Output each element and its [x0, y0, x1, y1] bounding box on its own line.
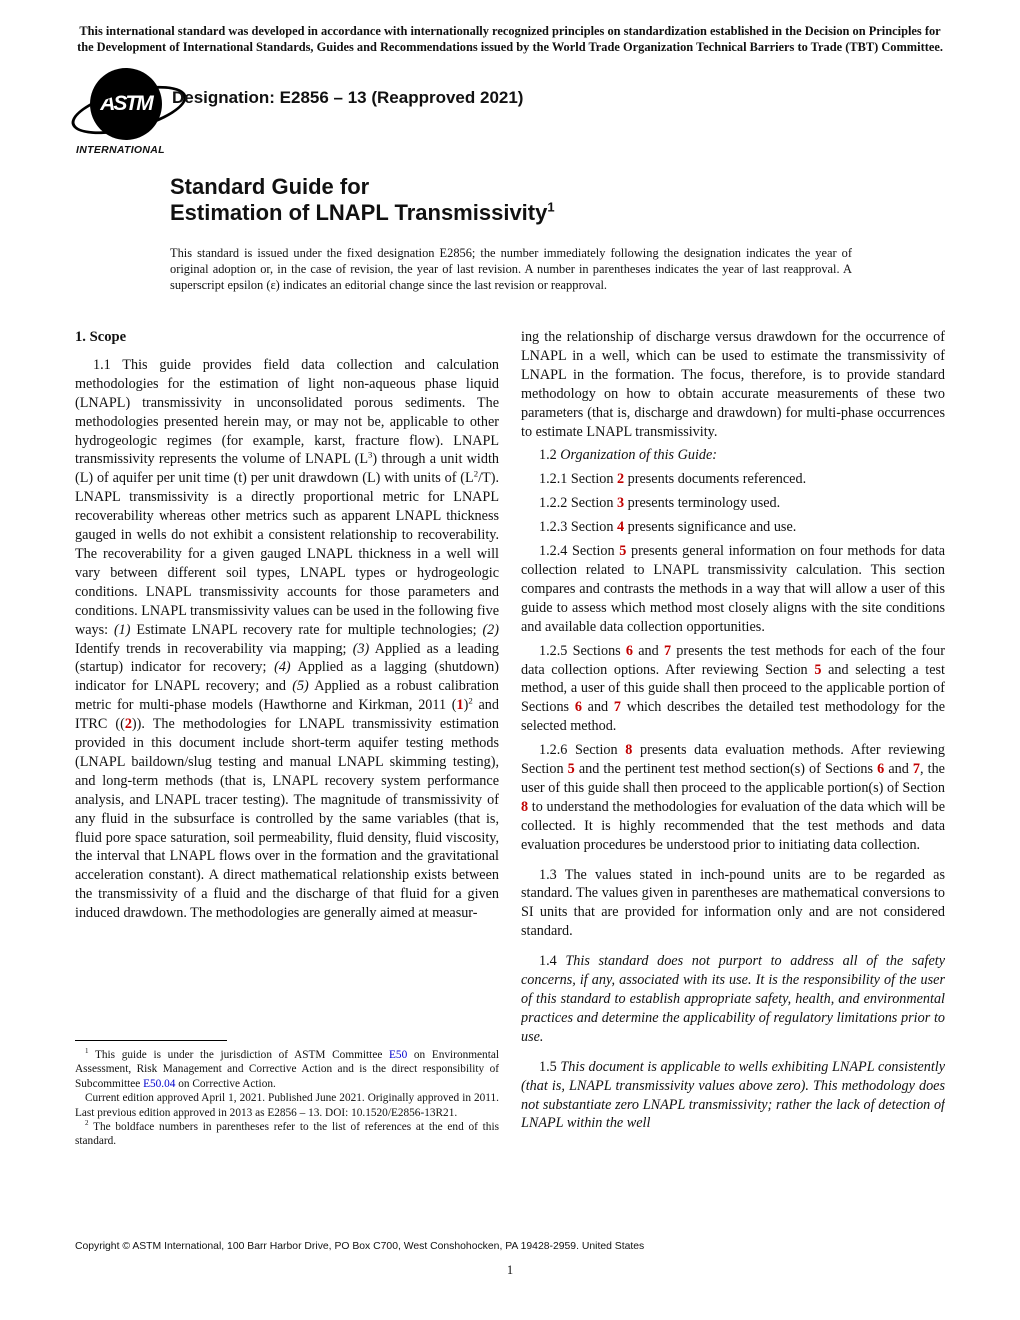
paragraph-1-2-3 — [521, 518, 945, 537]
paragraph-1-1 — [75, 356, 499, 923]
copyright-line: Copyright © ASTM International, 100 Barr Harbor Drive, PO Box C700, West Conshohocken, PA 19428-2959. United States — [75, 1241, 645, 1252]
paragraph-1-2 — [521, 446, 945, 465]
text-segment: 1.2.5 Sections — [539, 642, 626, 659]
text-segment: 1.4 — [539, 953, 566, 970]
text-segment: Organization of this Guide: — [560, 447, 718, 464]
text-segment: and — [884, 761, 913, 778]
footnote-1 — [75, 1048, 499, 1091]
text-segment: 1.2 — [539, 447, 561, 464]
right-column-paragraphs — [521, 328, 945, 1133]
text-segment: Estimate LNAPL recovery rate for multiple technologies; — [130, 621, 483, 638]
paragraph-1-1-continued — [521, 328, 945, 441]
text-segment: This document is applicable to wells exhibiting LNAPL consistently (that is, LNAPL transmissivity values above zero). This methodology does not substantiate zero LNAPL transmissivity; rather the lack of detection of LNAPL within the well — [521, 1058, 945, 1132]
title-text: Estimation of LNAPL Transmissivity — [170, 200, 548, 225]
astm-logo-acronym: ASTM — [100, 92, 152, 115]
text-segment: 1 — [85, 1047, 89, 1056]
text-segment: (2) — [482, 621, 499, 638]
text-segment: Applied as a leading (startup) indicator for recovery; — [75, 640, 499, 676]
text-segment: presents terminology used. — [624, 495, 781, 512]
text-segment: ) — [463, 697, 469, 714]
text-segment: )). The methodologies for LNAPL transmissivity estimation provided in this document include short-term aquifer testing methods (LNAPL baildown/slug testing and manual LNAPL skimming testing), and long-term methods (that is, LNAPL recovery system performance analysis, and LNAPL tracer testing). The magnitude of transmissivity of any fluid in the subsurface is controlled by the same variables (that is, fluid pore space saturation, soil permeability, fluid density, fluid viscosity, the interval that LNAPL flows over in the formation and the gravitational acceleration constant). A direct mathematical relationship exists between the transmissivity of a fluid and the discharge of that fluid for a given induced drawdown. The methodologies are generally aimed at measur- — [75, 716, 499, 922]
title-line-1: Standard Guide for — [170, 174, 370, 199]
paragraph-1-4 — [521, 952, 945, 1047]
section-ref-link[interactable]: 6 — [574, 699, 582, 716]
section-ref-link[interactable]: 7 — [613, 699, 621, 716]
text-segment: Applied as a lagging (shutdown) indicator for LNAPL recovery; and — [75, 659, 499, 695]
section-ref-link[interactable]: 2 — [124, 716, 132, 733]
section-ref-link[interactable]: 6 — [625, 642, 633, 659]
page-number: 1 — [506, 1263, 514, 1277]
text-segment: presents data evaluation methods. After reviewing Section — [521, 742, 945, 778]
text-segment: Current edition approved April 1, 2021. Published June 2021. Originally approved in 2011. Last previous edition approved in 2013 as E2856 – 13. DOI: 10.1520/E2856-13R21. — [75, 1092, 499, 1119]
astm-logo — [76, 66, 180, 162]
left-column-paragraphs — [75, 356, 499, 923]
designation-line: Designation: E2856 – 13 (Reapproved 2021) — [172, 88, 524, 107]
section-ref-link[interactable]: 4 — [617, 519, 625, 536]
left-column — [75, 328, 499, 1036]
text-segment: (3) — [352, 640, 370, 657]
section-ref-link[interactable]: 5 — [619, 543, 627, 560]
text-segment: 2 — [85, 1119, 89, 1128]
paragraph-1-2-4 — [521, 542, 945, 637]
text-segment: Applied as a robust calibration metric for multi-phase models (Hawthorne and Kirkman, 2011 ( — [75, 678, 499, 714]
section-ref-link[interactable]: 2 — [617, 471, 625, 488]
section-ref-link[interactable]: 7 — [663, 642, 672, 659]
footnote-2 — [75, 1120, 499, 1149]
text-segment: and the pertinent test method section(s) of Sections — [574, 761, 878, 778]
section-ref-link[interactable]: 8 — [625, 742, 633, 759]
text-segment: The boldface numbers in parentheses refer to the list of references at the end of this standard. — [75, 1121, 499, 1148]
text-segment: and — [633, 642, 664, 659]
text-segment: 2 — [473, 468, 479, 479]
text-segment: and — [581, 699, 614, 716]
text-segment: (1) — [113, 621, 131, 638]
issued-statement: This standard is issued under the fixed designation E2856; the number immediately following the designation indicates the year of original adoption or, in the case of revision, the year of last revision. A number in parentheses indicates the year of last reapproval. A superscript epsilon (ε) indicates an editorial change since the last revision or reapproval. — [170, 246, 852, 292]
text-segment: 2 — [468, 695, 473, 706]
section-ref-link[interactable]: 8 — [521, 798, 529, 815]
section-ref-link[interactable]: 5 — [567, 761, 575, 778]
text-segment: presents significance and use. — [624, 519, 797, 536]
text-segment: on Corrective Action. — [175, 1077, 276, 1090]
text-segment: ) through a unit width (L) of aquifer per unit time (t) per unit drawdown (L) with units of (L — [75, 451, 499, 487]
text-segment: 1.5 — [539, 1058, 561, 1075]
text-segment: presents the test methods for each of the four data collection options. After reviewing Section — [521, 642, 945, 678]
text-segment: 1.3 The values stated in inch-pound units are to be regarded as standard. The values given in parentheses are mathematical conversions to SI units that are provided for information only and are not considered standard. — [521, 866, 945, 940]
paragraph-1-5 — [521, 1058, 945, 1134]
text-segment: /T). LNAPL transmissivity is a directly proportional metric for LNAPL recoverability whereas other metrics such as apparent LNAPL thickness gauged in wells do not exhibit a consistent relationship to recoverability. The recoverability for a given gauged LNAPL thickness in a well will vary between different soil types, LNAPL types or hydrogeologic conditions. LNAPL transmissivity accounts for those parameters and conditions. LNAPL transmissivity values can be used in the following five ways: — [75, 470, 499, 638]
section-ref-link[interactable]: 1 — [456, 697, 464, 714]
text-segment: on Environmental Assessment, Risk Management and Corrective Action and is the direct responsibility of Subcommittee — [75, 1049, 499, 1090]
footnote-divider — [75, 1040, 227, 1041]
scope-section-heading: 1. Scope — [75, 329, 127, 345]
paragraph-1-2-6 — [521, 741, 945, 854]
text-segment: 1.2.6 Section — [539, 742, 626, 759]
text-segment: (4) — [274, 659, 291, 676]
text-segment: 1.1 This guide provides field data collection and calculation methodologies for the estimation of light non-aqueous phase liquid (LNAPL) transmissivity in unconsolidated porous sediments. The methodologies presented herein may, or may not be, applicable to other hydrogeologic regimes (for example, karst, fracture flow). LNAPL transmissivity represents the volume of LNAPL (L — [75, 356, 499, 468]
text-segment: presents documents referenced. — [624, 471, 807, 488]
text-segment: This guide is under the jurisdiction of ASTM Committee — [88, 1049, 390, 1061]
astm-logo-subtitle: INTERNATIONAL — [76, 144, 165, 156]
wto-notice: This international standard was developed in accordance with internationally recognized principles on standardization established in the Decision on Principles for the Development of International Standards, Guides and Recommendations issued by the World Trade Organization Technical Barriers to Trade (TBT) Committee. — [77, 24, 943, 54]
paragraph-1-2-2 — [521, 494, 945, 513]
section-ref-link[interactable]: 5 — [814, 661, 822, 678]
footnotes-block — [75, 1040, 499, 1149]
text-segment: presents general information on four methods for data collection related to LNAPL transmissivity calculation. This section compares and contrasts the methods in a way that will allow a user of this guide to assess which method most closely aligns with the site conditions and available data collection opportunities. — [521, 543, 945, 635]
text-segment: 3 — [367, 449, 373, 460]
text-segment: 1.2.3 Section — [539, 519, 618, 536]
section-ref-link[interactable]: 7 — [912, 761, 920, 778]
text-segment: 1.2.4 Section — [539, 543, 620, 560]
text-segment: ing the relationship of discharge versus drawdown for the occurrence of LNAPL in a well, which can be used to estimate the transmissivity of LNAPL in the formation. The focus, therefore, is to provide standard methodology on how to obtain accurate measurements of these two parameters (that is, discharge and drawdown) for multi-phase occurrences to estimate LNAPL transmissivity. — [521, 329, 945, 440]
footnote-edition — [75, 1091, 499, 1120]
text-segment: Identify trends in recoverability via mapping; — [75, 640, 353, 657]
text-segment: 1.2.2 Section — [539, 495, 618, 512]
section-ref-link[interactable]: 3 — [617, 495, 625, 512]
text-segment: This standard does not purport to address all of the safety concerns, if any, associated with its use. It is the responsibility of the user of this standard to establish appropriate safety, health, and environmental practices and determine the applicability of regulatory limitations prior to use. — [521, 953, 945, 1045]
section-ref-link[interactable]: 6 — [877, 761, 885, 778]
page-title — [170, 174, 870, 226]
committee-link[interactable]: E50.04 — [143, 1077, 176, 1090]
text-segment: which describes the detailed test methodology for the selected method. — [521, 699, 945, 735]
title-footnote-marker[interactable]: 1 — [547, 199, 555, 215]
text-segment: (5) — [292, 678, 309, 695]
text-segment: and ITRC (( — [75, 697, 499, 733]
text-segment: 1.2.1 Section — [539, 471, 618, 488]
text-segment: to understand the methodologies for evaluation of the data which will be collected. It is highly recommended that the test methods and data evaluation procedures be understood prior to initiating data collection. — [521, 798, 945, 853]
paragraph-1-2-1 — [521, 470, 945, 489]
right-column — [521, 328, 945, 1212]
paragraph-1-2-5 — [521, 642, 945, 737]
footnote-list — [75, 1048, 499, 1149]
text-segment: , the user of this guide shall then proceed to the applicable portion(s) of Section — [521, 761, 945, 796]
paragraph-1-3 — [521, 866, 945, 942]
title-line-2 — [170, 200, 870, 226]
committee-link[interactable]: E50 — [389, 1049, 408, 1061]
text-segment: and selecting a test method, a user of this guide shall then proceed to the applicable portion of Sections — [521, 661, 945, 716]
